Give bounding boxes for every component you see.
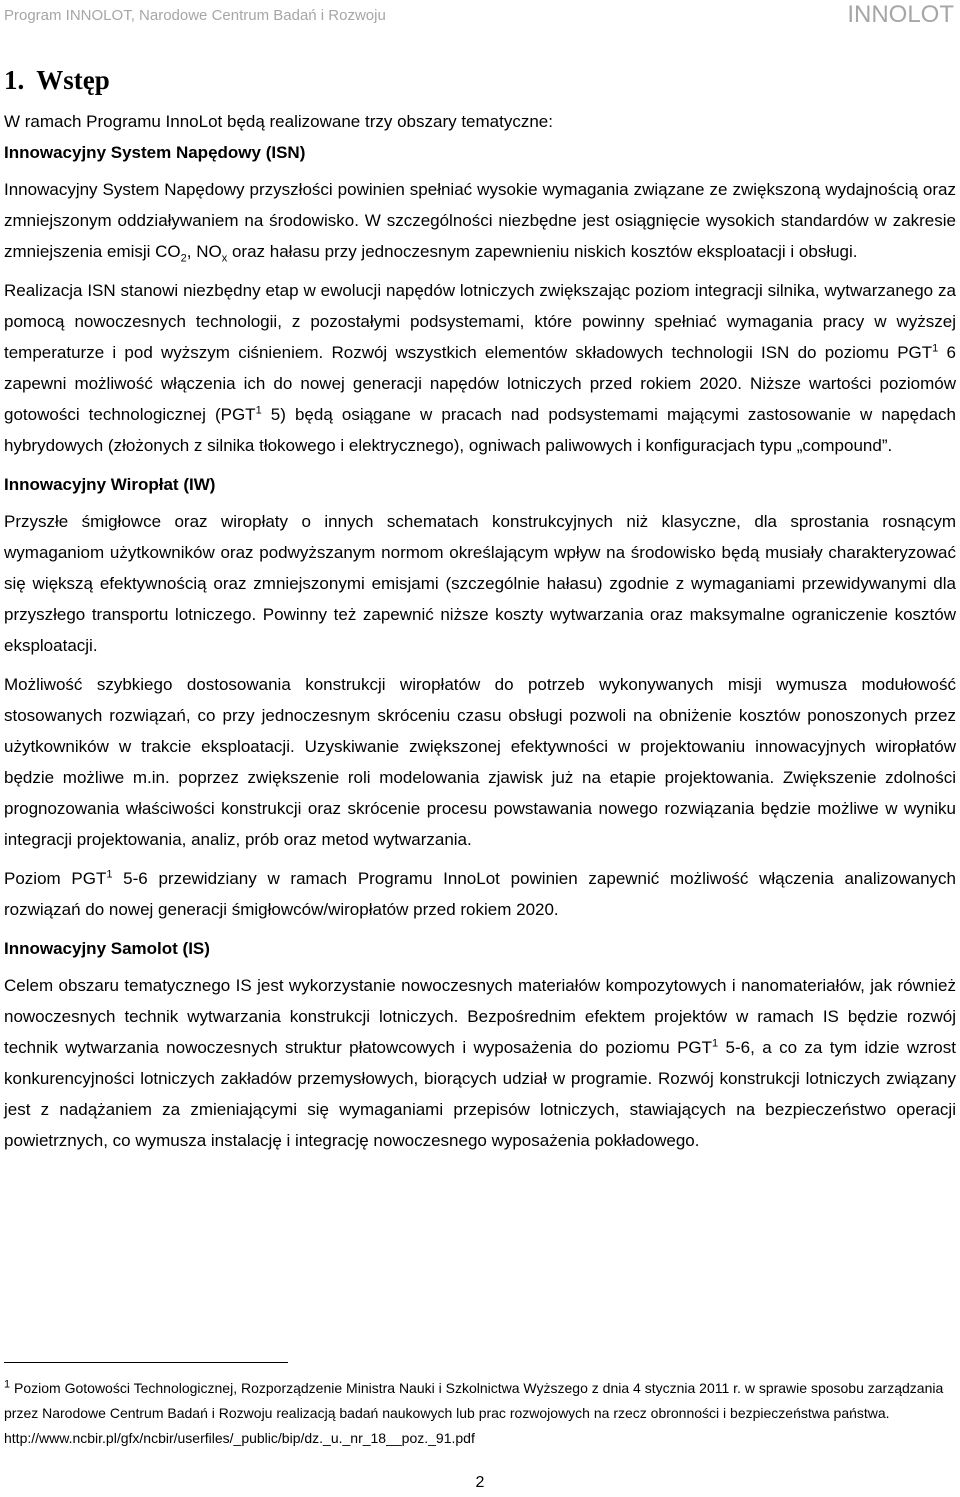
footnote-separator <box>4 1362 288 1363</box>
header-logo-text: INNOLOT <box>847 1 954 28</box>
iw-heading: Innowacyjny Wiropłat (IW) <box>4 475 216 494</box>
section-title <box>4 60 956 100</box>
footnote-marker: 1 <box>4 1378 11 1391</box>
isn-paragraph-1: Innowacyjny System Napędowy przyszłości powinien spełniać wysokie wymagania związane ze zwiększoną wydajnością oraz zmniejszonym oddziaływaniem na środowisko. W szczególności niezbędne jest osiągnięcie wysokich standardów w zakresie zmniejszenia emisji $CO_2$, $NO_x$ oraz hałasu przy jednoczesnym zapewnieniu niskich kosztów eksploatacji i obsługi. <box>4 180 956 265</box>
isn-paragraph-2: Realizacja ISN stanowi niezbędny etap w ewolucji napędów lotniczych zwiększając poziom integracji silnika, wytwarzanego za pomocą nowoczesnych technologii, z pozostałymi podsystemami, które powinny spełniać wymagania pracy w wyższej temperaturze i pod wyższym ciśnieniem. Rozwój wszystkich elementów składowych technologii ISN do poziomu PGT$^1$ 6 zapewni możliwość włączenia ich do nowej generacji napędów lotniczych przed rokiem 2020. Niższe wartości poziomów gotowości technologicznej (PGT$^1$ 5) będą osiągane w pracach nad podsystemami mającymi zastosowanie w napędach hybrydowych (złożonych z silnika tłokowego i elektrycznego), ogniwach paliwowych i konfiguracjach typu „compound”. <box>4 281 956 455</box>
footnote <box>4 1376 956 1451</box>
document-body <box>4 60 956 1164</box>
page-number: 2 <box>475 1474 485 1491</box>
subscript-x: x <box>221 252 228 265</box>
footnote-ref: 1 <box>712 1037 719 1050</box>
iw-paragraph-1: Przyszłe śmigłowce oraz wiropłaty o innych schematach konstrukcyjnych niż klasyczne, dla sprostania rosnącym wymaganiom użytkowników oraz podwyższanym normom określającym wpływ na środowisko będą musiały charakteryzować się większą efektywnością oraz zmniejszonymi emisjami (szczególnie hałasu) zgodnie z wymaganiami przewidywanymi dla przyszłego transportu lotniczego. Powinny też zapewnić niższe koszty wytwarzania oraz maksymalne ograniczenie kosztów eksploatacji. <box>4 512 956 655</box>
iw-paragraph-3: Poziom PGT$^1$ 5-6 przewidziany w ramach Programu InnoLot powinien zapewnić możliwość włączenia analizowanych rozwiązań do nowej generacji śmigłowców/wiropłatów przed rokiem 2020. <box>4 868 956 919</box>
header-program-title: Program INNOLOT, Narodowe Centrum Badań i Rozwoju <box>4 6 386 24</box>
intro-paragraph: W ramach Programu InnoLot będą realizowane trzy obszary tematyczne: <box>4 112 553 131</box>
subscript-2: 2 <box>180 252 187 265</box>
footnote-ref: 1 <box>255 404 262 417</box>
footnote-text: Poziom Gotowości Technologicznej, Rozporządzenie Ministra Nauki i Szkolnictwa Wyższego z dnia 4 stycznia 2011 r. w sprawie sposobu zarządzania przez Narodowe Centrum Badań i Rozwoju realizacją badań naukowych lub prac rozwojowych na rzecz obronności i bezpieczeństwa państwa. http://www.ncbir.pl/gfx/ncbir/userfiles/_public/bip/dz._u._nr_18__poz._91.pdf <box>4 1380 944 1446</box>
is-heading: Innowacyjny Samolot (IS) <box>4 939 210 958</box>
section-number: 1. <box>4 65 25 95</box>
footnote-ref: 1 <box>932 342 939 355</box>
section-title-text: Wstęp <box>36 65 110 95</box>
page-header <box>4 0 954 30</box>
footnote-ref: 1 <box>106 868 113 881</box>
iw-paragraph-2: Możliwość szybkiego dostosowania konstrukcji wiropłatów do potrzeb wykonywanych misji wymusza modułowość stosowanych rozwiązań, co przy jednoczesnym skróceniu czasu obsługi pozwoli na obniżenie kosztów ponoszonych przez użytkowników w trakcie eksploatacji. Uzyskiwanie zwiększonej efektywności w projektowaniu innowacyjnych wiropłatów będzie możliwe m.in. poprzez zwiększenie roli modelowania zjawisk już na etapie projektowania. Zwiększenie zdolności prognozowania właściwości konstrukcji oraz skrócenie procesu powstawania nowego rozwiązania będzie możliwe w wyniku integracji projektowania, analiz, prób oraz metod wytwarzania. <box>4 675 956 849</box>
is-paragraph-1: Celem obszaru tematycznego IS jest wykorzystanie nowoczesnych materiałów kompozytowych i nanomateriałów, jak również nowoczesnych technik wytwarzania konstrukcji lotniczych. Bezpośrednim efektem projektów w ramach IS będzie rozwój technik wytwarzania nowoczesnych struktur płatowcowych i wyposażenia do poziomu PGT$^1$ 5-6, a co za tym idzie wzrost konkurencyjności lotniczych zakładów przemysłowych, biorących udział w programie. Rozwój konstrukcji lotniczych związany jest z nadążaniem za zmieniającymi się wymaganiami przepisów lotniczych, stawiających na bezpieczeństwo operacji powietrznych, co wymusza instalację i integrację nowoczesnego wyposażenia pokładowego. <box>4 976 956 1150</box>
isn-heading: Innowacyjny System Napędowy (ISN) <box>4 143 306 162</box>
